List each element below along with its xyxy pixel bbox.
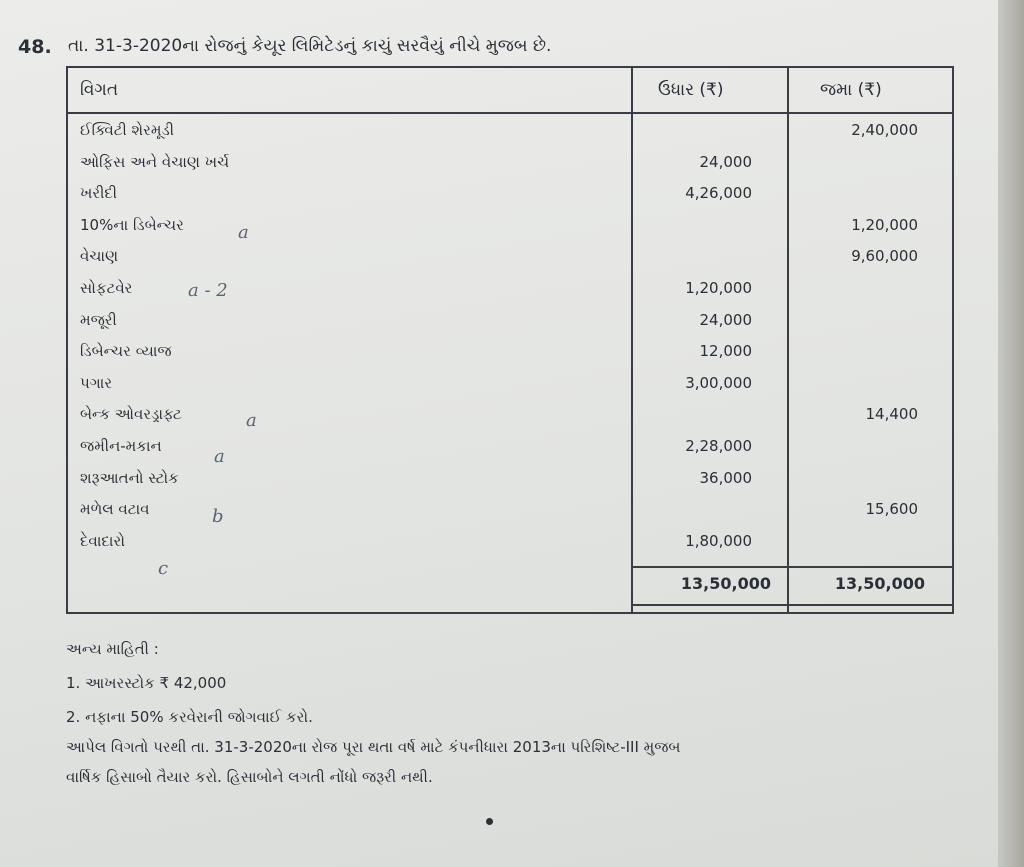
info-title: અન્ય માહિતી :	[66, 640, 159, 658]
table-row	[68, 150, 952, 180]
pen-mark: a	[238, 222, 249, 243]
row-particulars: જમીન-મકાન	[80, 437, 162, 455]
table-row	[68, 529, 952, 559]
row-particulars: બેન્ક ઓવરડ્રાફ્ટ	[80, 405, 182, 424]
row-particulars: ડિબેન્ચર વ્યાજ	[80, 342, 172, 361]
row-credit: 14,400	[865, 405, 918, 424]
table-row	[68, 434, 952, 464]
pen-mark: a - 2	[188, 280, 228, 301]
table-row	[68, 339, 952, 369]
row-particulars: દેવાદારો	[80, 531, 125, 550]
pen-mark: a	[214, 446, 225, 467]
table-row	[68, 497, 952, 527]
table-row	[68, 371, 952, 401]
header-debit: ઉધાર (₹)	[658, 80, 724, 100]
table-row	[68, 213, 952, 243]
row-debit: 3,00,000	[685, 373, 752, 392]
row-debit: 24,000	[699, 310, 752, 329]
pen-mark: a	[246, 410, 257, 431]
header-credit: જમા (₹)	[820, 80, 882, 100]
trial-balance-table	[66, 66, 954, 614]
row-particulars: પગાર	[80, 373, 113, 392]
row-debit: 2,28,000	[685, 437, 752, 455]
total-credit: 13,50,000	[834, 574, 925, 593]
table-row	[68, 244, 952, 274]
info-item: 2. નફાના 50% કરવેરાની જોગવાઈ કરો.	[66, 708, 313, 726]
pen-mark: b	[212, 506, 224, 527]
row-particulars: વેચાણ	[80, 247, 119, 266]
row-debit: 36,000	[699, 468, 752, 487]
pen-mark: c	[158, 558, 169, 579]
row-particulars: ઓફિસ અને વેચાણ ખર્ચ	[80, 152, 230, 171]
header-particulars: વિગત	[80, 80, 119, 100]
row-particulars: મળેલ વટાવ	[80, 500, 150, 519]
total-debit: 13,50,000	[680, 574, 771, 593]
totals-top-rule	[631, 566, 952, 568]
table-row	[68, 181, 952, 211]
table-row	[68, 118, 952, 148]
row-particulars: મજૂરી	[80, 310, 117, 329]
row-credit: 2,40,000	[851, 121, 918, 139]
row-particulars: સોફટવેર	[80, 279, 133, 297]
instruction-line: વાર્ષિક હિસાબો તૈયાર કરો. હિસાબોને લગતી નોંધો જરૂરી નથી.	[66, 768, 433, 786]
row-particulars: શરૂઆતનો સ્ટોક	[80, 468, 179, 487]
info-item: 1. આખરસ્ટોક ₹ 42,000	[66, 674, 227, 692]
row-particulars: ખરીદી	[80, 184, 118, 203]
table-row	[68, 402, 952, 432]
row-debit: 24,000	[699, 152, 752, 171]
ink-dot	[486, 818, 493, 825]
page-edge	[998, 0, 1024, 867]
question-text: તા. 31-3-2020ના રોજનું કેયૂર લિમિટેડનું કાચું સરવૈયું નીચે મુજબ છે.	[68, 36, 552, 56]
table-row	[68, 466, 952, 496]
row-credit: 9,60,000	[851, 247, 918, 266]
row-credit: 15,600	[865, 500, 918, 519]
row-debit: 1,80,000	[685, 531, 752, 550]
row-particulars: ઈક્વિટી શેરમૂડી	[80, 121, 174, 139]
row-debit: 4,26,000	[685, 184, 752, 203]
row-debit: 1,20,000	[685, 279, 752, 297]
header-divider	[68, 112, 952, 114]
row-particulars: 10%ના ડિબેન્ચર	[80, 215, 184, 234]
table-row	[68, 308, 952, 338]
row-debit: 12,000	[699, 342, 752, 361]
instruction-line: આપેલ વિગતો પરથી તા. 31-3-2020ના રોજ પૂરા થતા વર્ષ માટે કંપનીધારા 2013ના પરિશિષ્ટ-III મુજબ	[66, 738, 681, 756]
question-number: 48.	[18, 36, 52, 58]
row-credit: 1,20,000	[851, 215, 918, 234]
totals-bottom-rule	[631, 604, 952, 606]
